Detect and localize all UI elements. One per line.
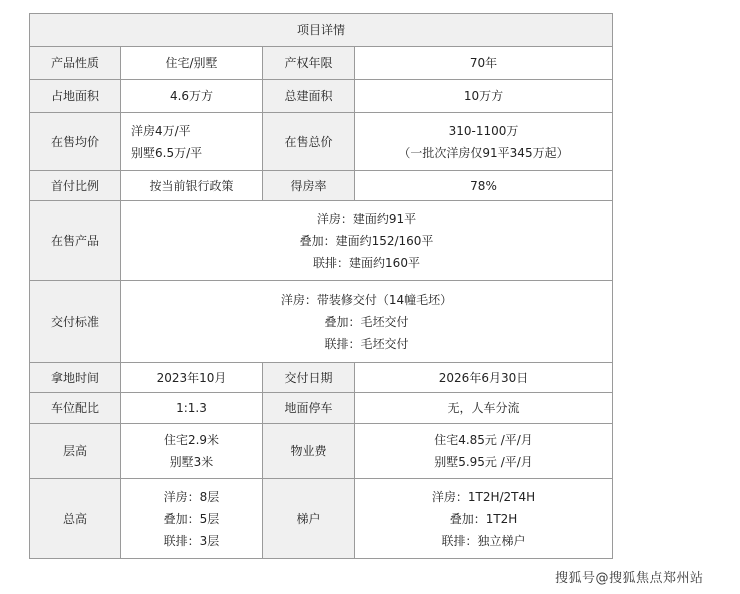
value-line: 叠加：1T2H [449, 511, 518, 526]
value-line: 洋房：带装修交付（14幢毛坯） [280, 292, 453, 307]
watermark: 搜狐号@搜狐焦点郑州站 [555, 571, 704, 586]
value-line: 住宅2.9米 [163, 433, 220, 447]
row-label: 交付日期 [263, 363, 355, 393]
value-line: 联排：独立梯户 [441, 533, 526, 548]
value-line: （一批次洋房仅91平345万起） [398, 145, 569, 160]
row-label: 占地面积 [30, 80, 121, 113]
table-row [30, 363, 613, 393]
row-value [355, 479, 613, 559]
row-label: 物业费 [263, 424, 355, 479]
value-line: 别墅5.95元 /平/月 [434, 455, 533, 469]
table-row [30, 171, 613, 201]
value-line: 洋房4万/平 [131, 123, 191, 138]
value-line: 洋房：1T2H/2T4H [431, 489, 536, 504]
row-value: 10万方 [355, 80, 613, 113]
row-value [121, 113, 263, 171]
row-label: 首付比例 [30, 171, 121, 201]
row-value: 2023年10月 [121, 363, 263, 393]
value-line: 别墅3米 [169, 455, 214, 469]
table-row [30, 113, 613, 171]
value-line: 洋房：8层 [163, 489, 220, 504]
row-label: 产品性质 [30, 47, 121, 80]
row-label: 交付标准 [30, 281, 121, 363]
row-value: 住宅/别墅 [121, 47, 263, 80]
value-line: 住宅4.85元 /平/月 [434, 433, 533, 447]
value-line: 叠加：毛坯交付 [324, 314, 409, 329]
value-line: 叠加：5层 [163, 511, 220, 526]
table-title: 项目详情 [30, 14, 613, 47]
row-label: 在售均价 [30, 113, 121, 171]
value-line: 别墅6.5万/平 [131, 145, 203, 160]
row-value: 按当前银行政策 [121, 171, 263, 201]
row-label: 产权年限 [263, 47, 355, 80]
row-value [121, 479, 263, 559]
table-row [30, 479, 613, 559]
row-label: 在售产品 [30, 201, 121, 281]
table-row [30, 393, 613, 424]
table-row [30, 47, 613, 80]
value-line: 联排：建面约160平 [313, 255, 420, 270]
table-row [30, 80, 613, 113]
value-line: 洋房：建面约91平 [316, 211, 417, 226]
row-label: 总建面积 [263, 80, 355, 113]
table-row [30, 201, 613, 281]
row-value [355, 424, 613, 479]
row-value: 无，人车分流 [355, 393, 613, 424]
project-details-table-wrapper [29, 13, 612, 559]
row-label: 地面停车 [263, 393, 355, 424]
row-value: 2026年6月30日 [355, 363, 613, 393]
row-value: 1:1.3 [121, 393, 263, 424]
table-row [30, 424, 613, 479]
row-label: 在售总价 [263, 113, 355, 171]
row-value [121, 281, 613, 363]
row-label: 车位配比 [30, 393, 121, 424]
row-value: 4.6万方 [121, 80, 263, 113]
row-label: 拿地时间 [30, 363, 121, 393]
project-details-table [29, 13, 613, 559]
row-value: 78% [355, 171, 613, 201]
value-line: 联排：3层 [163, 533, 220, 548]
table-row [30, 281, 613, 363]
value-line: 310-1100万 [448, 123, 519, 138]
row-value: 70年 [355, 47, 613, 80]
row-value [121, 424, 263, 479]
table-title-row [30, 14, 613, 47]
row-label: 总高 [30, 479, 121, 559]
row-label: 梯户 [263, 479, 355, 559]
value-line: 联排：毛坯交付 [324, 336, 409, 351]
value-line: 叠加：建面约152/160平 [299, 233, 434, 248]
row-label: 层高 [30, 424, 121, 479]
row-value [355, 113, 613, 171]
row-value [121, 201, 613, 281]
row-label: 得房率 [263, 171, 355, 201]
